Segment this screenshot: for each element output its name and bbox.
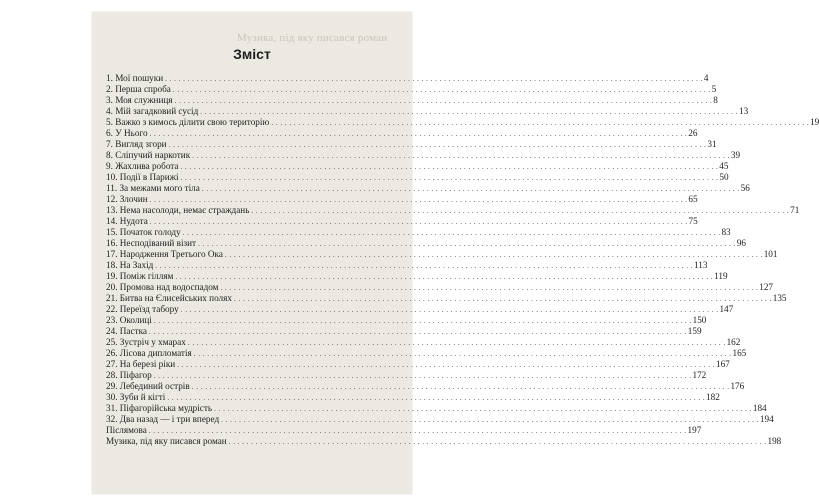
toc-entry-page: 167 <box>715 359 730 369</box>
toc-entry-title: 4. Мій загадковий сусід <box>106 106 199 116</box>
toc-entry-title: 23. Околиці <box>106 315 152 325</box>
toc-entry-page: 83 <box>721 227 731 237</box>
toc-entry-title: 29. Лебединий острів <box>106 381 190 391</box>
toc-entry <box>106 150 741 161</box>
dot-leader: . . . . . . . . . . . . . . . . . . . . . . . . . . . . . . . . . . . . . . . . . . . . . . . . . . . . . . . . . . . . . . . . . . . . . . . . . . . . . . . . . . . . . . . . . . . . . . . . . . . . . . . . . . . . . . . . . . . . . . . . <box>192 152 730 160</box>
toc-entry <box>106 370 707 381</box>
dot-leader: . . . . . . . . . . . . . . . . . . . . . . . . . . . . . . . . . . . . . . . . . . . . . . . . . . . . . . . . . . . . . . . . . . . . . . . . . . . . . . . . . . . . . . . . . . . . . . . . . . . . . . . . . . . . . . . . . . . . . . . . <box>180 163 719 171</box>
toc-entry-page: 198 <box>767 436 782 446</box>
dot-leader: . . . . . . . . . . . . . . . . . . . . . . . . . . . . . . . . . . . . . . . . . . . . . . . . . . . . . . . . . . . . . . . . . . . . . . . . . . . . . . . . . . . . . . . . . . . . . . . . . . . . . . . . . . . . . . . . . . . . . . . . <box>175 273 714 281</box>
toc-entry-page: 50 <box>719 172 729 182</box>
toc-entry-title: 14. Нудота <box>106 216 148 226</box>
toc-entry-page: 113 <box>694 260 708 270</box>
dot-leader: . . . . . . . . . . . . . . . . . . . . . . . . . . . . . . . . . . . . . . . . . . . . . . . . . . . . . . . . . . . . . . . . . . . . . . . . . . . . . . . . . . . . . . . . . . . . . . . . . . . . . . . . . . . . . . . . . . . . . . . . <box>201 185 740 193</box>
dot-leader: . . . . . . . . . . . . . . . . . . . . . . . . . . . . . . . . . . . . . . . . . . . . . . . . . . . . . . . . . . . . . . . . . . . . . . . . . . . . . . . . . . . . . . . . . . . . . . . . . . . . . . . . . . . . . . . . . . . . . . . . <box>149 196 688 204</box>
dot-leader: . . . . . . . . . . . . . . . . . . . . . . . . . . . . . . . . . . . . . . . . . . . . . . . . . . . . . . . . . . . . . . . . . . . . . . . . . . . . . . . . . . . . . . . . . . . . . . . . . . . . . . . . . . . . . . . . . . . . . . . . <box>153 317 692 325</box>
toc-entry-title: 16. Несподіваний візит <box>106 238 197 248</box>
toc-entry <box>106 271 728 282</box>
dot-leader: . . . . . . . . . . . . . . . . . . . . . . . . . . . . . . . . . . . . . . . . . . . . . . . . . . . . . . . . . . . . . . . . . . . . . . . . . . . . . . . . . . . . . . . . . . . . . . . . . . . . . . . . . . . . . . . . . . . . . . . . <box>155 262 694 270</box>
toc-entry <box>106 392 720 403</box>
toc-entry-page: 165 <box>732 348 747 358</box>
table-of-contents <box>106 73 819 447</box>
toc-entry-page: 135 <box>772 293 787 303</box>
toc-entry-title: 20. Промова над водоспадом <box>106 282 219 292</box>
toc-entry-title: 6. У Нього <box>106 128 148 138</box>
toc-entry-title: 9. Жахлива робота <box>106 161 179 171</box>
toc-entry <box>106 216 698 227</box>
dot-leader: . . . . . . . . . . . . . . . . . . . . . . . . . . . . . . . . . . . . . . . . . . . . . . . . . . . . . . . . . . . . . . . . . . . . . . . . . . . . . . . . . . . . . . . . . . . . . . . . . . . . . . . . . . . . . . . . . . . . . . . . <box>214 405 752 413</box>
toc-entry <box>106 194 698 205</box>
toc-entry <box>106 139 717 150</box>
toc-entry <box>106 227 731 238</box>
dot-leader: . . . . . . . . . . . . . . . . . . . . . . . . . . . . . . . . . . . . . . . . . . . . . . . . . . . . . . . . . . . . . . . . . . . . . . . . . . . . . . . . . . . . . . . . . . . . . . . . . . . . . . . . . . . . . . . . . . . . . . . . <box>148 427 687 435</box>
toc-entry-title: 17. Народження Третього Ока <box>106 249 223 259</box>
toc-entry <box>106 282 774 293</box>
dot-leader: . . . . . . . . . . . . . . . . . . . . . . . . . . . . . . . . . . . . . . . . . . . . . . . . . . . . . . . . . . . . . . . . . . . . . . . . . . . . . . . . . . . . . . . . . . . . . . . . . . . . . . . . . . . . . . . . . . . . . . . . <box>167 394 706 402</box>
toc-entry-page: 176 <box>730 381 745 391</box>
toc-entry-page: 31 <box>707 139 717 149</box>
toc-entry-title: 7. Вигляд згори <box>106 139 167 149</box>
dot-leader: . . . . . . . . . . . . . . . . . . . . . . . . . . . . . . . . . . . . . . . . . . . . . . . . . . . . . . . . . . . . . . . . . . . . . . . . . . . . . . . . . . . . . . . . . . . . . . . . . . . . . . . . . . . . . . . . . . . . . . . . <box>177 361 715 369</box>
toc-entry <box>106 436 782 447</box>
toc-entry-page: 19 <box>810 117 819 127</box>
toc-entry <box>106 381 745 392</box>
toc-entry-page: 71 <box>790 205 800 215</box>
toc-entry <box>106 106 749 117</box>
dot-leader: . . . . . . . . . . . . . . . . . . . . . . . . . . . . . . . . . . . . . . . . . . . . . . . . . . . . . . . . . . . . . . . . . . . . . . . . . . . . . . . . . . . . . . . . . . . . . . . . . . . . . . . . . . . . . . . . . . . . . . . . <box>233 295 772 303</box>
toc-entry <box>106 95 718 106</box>
dot-leader: . . . . . . . . . . . . . . . . . . . . . . . . . . . . . . . . . . . . . . . . . . . . . . . . . . . . . . . . . . . . . . . . . . . . . . . . . . . . . . . . . . . . . . . . . . . . . . . . . . . . . . . . . . . . . . . . . . . . . . . . <box>224 251 763 259</box>
toc-entry-title: Музика, під яку писався роман <box>106 436 227 446</box>
toc-entry-title: Післямова <box>106 425 147 435</box>
dot-leader: . . . . . . . . . . . . . . . . . . . . . . . . . . . . . . . . . . . . . . . . . . . . . . . . . . . . . . . . . . . . . . . . . . . . . . . . . . . . . . . . . . . . . . . . . . . . . . . . . . . . . . . . . . . . . . . . . . . . . . . . <box>191 383 730 391</box>
dot-leader: . . . . . . . . . . . . . . . . . . . . . . . . . . . . . . . . . . . . . . . . . . . . . . . . . . . . . . . . . . . . . . . . . . . . . . . . . . . . . . . . . . . . . . . . . . . . . . . . . . . . . . . . . . . . . . . . . . . . . . . . <box>153 372 692 380</box>
toc-entry <box>106 414 774 425</box>
toc-entry-title: 10. Події в Парижі <box>106 172 179 182</box>
dot-leader: . . . . . . . . . . . . . . . . . . . . . . . . . . . . . . . . . . . . . . . . . . . . . . . . . . . . . . . . . . . . . . . . . . . . . . . . . . . . . . . . . . . . . . . . . . . . . . . . . . . . . . . . . . . . . . . . . . . . . . . . <box>251 207 790 215</box>
toc-entry-page: 184 <box>752 403 767 413</box>
toc-entry <box>106 326 702 337</box>
toc-entry-title: 30. Зуби й кігті <box>106 392 166 402</box>
toc-entry <box>106 359 730 370</box>
toc-entry-title: 8. Сліпучий наркотик <box>106 150 191 160</box>
toc-entry <box>106 183 750 194</box>
dot-leader: . . . . . . . . . . . . . . . . . . . . . . . . . . . . . . . . . . . . . . . . . . . . . . . . . . . . . . . . . . . . . . . . . . . . . . . . . . . . . . . . . . . . . . . . . . . . . . . . . . . . . . . . . . . . . . . . . . . . . . . . <box>149 328 687 336</box>
dot-leader: . . . . . . . . . . . . . . . . . . . . . . . . . . . . . . . . . . . . . . . . . . . . . . . . . . . . . . . . . . . . . . . . . . . . . . . . . . . . . . . . . . . . . . . . . . . . . . . . . . . . . . . . . . . . . . . . . . . . . . . . <box>271 119 810 127</box>
toc-entry-title: 26. Лісова дипломатія <box>106 348 192 358</box>
toc-entry-title: 28. Піфагор <box>106 370 152 380</box>
dot-leader: . . . . . . . . . . . . . . . . . . . . . . . . . . . . . . . . . . . . . . . . . . . . . . . . . . . . . . . . . . . . . . . . . . . . . . . . . . . . . . . . . . . . . . . . . . . . . . . . . . . . . . . . . . . . . . . . . . . . . . . . <box>149 218 688 226</box>
toc-entry-title: 1. Мої пошуки <box>106 73 164 83</box>
book-page <box>92 12 819 494</box>
toc-entry-title: 25. Зустріч у хмарах <box>106 337 186 347</box>
toc-entry-page: 5 <box>711 84 717 94</box>
toc-entry-page: 96 <box>736 238 747 248</box>
toc-entry <box>106 304 734 315</box>
dot-leader: . . . . . . . . . . . . . . . . . . . . . . . . . . . . . . . . . . . . . . . . . . . . . . . . . . . . . . . . . . . . . . . . . . . . . . . . . . . . . . . . . . . . . . . . . . . . . . . . . . . . . . . . . . . . . . . . . . . . . . . . <box>149 130 688 138</box>
toc-entry <box>106 73 709 84</box>
toc-entry-page: 75 <box>688 216 698 226</box>
dot-leader: . . . . . . . . . . . . . . . . . . . . . . . . . . . . . . . . . . . . . . . . . . . . . . . . . . . . . . . . . . . . . . . . . . . . . . . . . . . . . . . . . . . . . . . . . . . . . . . . . . . . . . . . . . . . . . . . . . . . . . . . <box>168 141 707 149</box>
toc-entry <box>106 337 741 348</box>
toc-entry-title: 11. За межами мого тіла <box>106 183 200 193</box>
dot-leader: . . . . . . . . . . . . . . . . . . . . . . . . . . . . . . . . . . . . . . . . . . . . . . . . . . . . . . . . . . . . . . . . . . . . . . . . . . . . . . . . . . . . . . . . . . . . . . . . . . . . . . . . . . . . . . . . . . . . . . . . <box>220 284 759 292</box>
toc-entry-page: 147 <box>719 304 734 314</box>
toc-entry-page: 159 <box>687 326 702 336</box>
toc-entry <box>106 260 708 271</box>
toc-entry-page: 26 <box>688 128 698 138</box>
toc-entry <box>106 172 729 183</box>
toc-entry-title: 27. На березі ріки <box>106 359 176 369</box>
toc-entry-page: 194 <box>759 414 774 424</box>
toc-entry-title: 2. Перша спроба <box>106 84 171 94</box>
dot-leader: . . . . . . . . . . . . . . . . . . . . . . . . . . . . . . . . . . . . . . . . . . . . . . . . . . . . . . . . . . . . . . . . . . . . . . . . . . . . . . . . . . . . . . . . . . . . . . . . . . . . . . . . . . . . . . . . . . . . . . . . <box>182 229 721 237</box>
toc-entry-title: 12. Злочин <box>106 194 148 204</box>
toc-entry <box>106 205 800 216</box>
toc-entry-title: 22. Переїзд табору <box>106 304 179 314</box>
dot-leader: . . . . . . . . . . . . . . . . . . . . . . . . . . . . . . . . . . . . . . . . . . . . . . . . . . . . . . . . . . . . . . . . . . . . . . . . . . . . . . . . . . . . . . . . . . . . . . . . . . . . . . . . . . . . . . . . . . . . . . . . <box>228 438 767 446</box>
toc-entry-page: 8 <box>713 95 718 105</box>
toc-entry <box>106 315 707 326</box>
toc-entry-page: 150 <box>692 315 707 325</box>
dot-leader: . . . . . . . . . . . . . . . . . . . . . . . . . . . . . . . . . . . . . . . . . . . . . . . . . . . . . . . . . . . . . . . . . . . . . . . . . . . . . . . . . . . . . . . . . . . . . . . . . . . . . . . . . . . . . . . . . . . . . . . . <box>174 97 713 105</box>
toc-entry-page: 162 <box>726 337 741 347</box>
toc-entry-page: 172 <box>692 370 707 380</box>
toc-entry <box>106 84 717 95</box>
toc-entry-title: 24. Пастка <box>106 326 147 336</box>
dot-leader: . . . . . . . . . . . . . . . . . . . . . . . . . . . . . . . . . . . . . . . . . . . . . . . . . . . . . . . . . . . . . . . . . . . . . . . . . . . . . . . . . . . . . . . . . . . . . . . . . . . . . . . . . . . . . . . . . . . . . . . . <box>221 416 759 424</box>
toc-entry-title: 3. Моя служниця <box>106 95 173 105</box>
toc-entry-page: 45 <box>719 161 729 171</box>
toc-entry-title: 21. Битва на Єлисейських полях <box>106 293 232 303</box>
toc-entry-page: 56 <box>740 183 750 193</box>
toc-entry-title: 15. Початок голоду <box>106 227 181 237</box>
dot-leader: . . . . . . . . . . . . . . . . . . . . . . . . . . . . . . . . . . . . . . . . . . . . . . . . . . . . . . . . . . . . . . . . . . . . . . . . . . . . . . . . . . . . . . . . . . . . . . . . . . . . . . . . . . . . . . . . . . . . . . . . <box>187 339 726 347</box>
contents-heading: Зміст <box>233 46 271 62</box>
toc-entry-page: 182 <box>706 392 720 402</box>
dot-leader: . . . . . . . . . . . . . . . . . . . . . . . . . . . . . . . . . . . . . . . . . . . . . . . . . . . . . . . . . . . . . . . . . . . . . . . . . . . . . . . . . . . . . . . . . . . . . . . . . . . . . . . . . . . . . . . . . . . . . . . . <box>193 350 732 358</box>
toc-entry <box>106 425 702 436</box>
dot-leader: . . . . . . . . . . . . . . . . . . . . . . . . . . . . . . . . . . . . . . . . . . . . . . . . . . . . . . . . . . . . . . . . . . . . . . . . . . . . . . . . . . . . . . . . . . . . . . . . . . . . . . . . . . . . . . . . . . . . . . . . <box>172 86 711 94</box>
toc-entry-page: 4 <box>703 73 709 83</box>
toc-entry-title: 5. Важко з кимось ділити свою територію <box>106 117 270 127</box>
dot-leader: . . . . . . . . . . . . . . . . . . . . . . . . . . . . . . . . . . . . . . . . . . . . . . . . . . . . . . . . . . . . . . . . . . . . . . . . . . . . . . . . . . . . . . . . . . . . . . . . . . . . . . . . . . . . . . . . . . . . . . . . <box>180 174 719 182</box>
dot-leader: . . . . . . . . . . . . . . . . . . . . . . . . . . . . . . . . . . . . . . . . . . . . . . . . . . . . . . . . . . . . . . . . . . . . . . . . . . . . . . . . . . . . . . . . . . . . . . . . . . . . . . . . . . . . . . . . . . . . . . . . <box>180 306 719 314</box>
toc-entry-title: 19. Поміж гіллям <box>106 271 174 281</box>
toc-entry-page: 13 <box>739 106 749 116</box>
toc-entry <box>106 161 729 172</box>
dot-leader: . . . . . . . . . . . . . . . . . . . . . . . . . . . . . . . . . . . . . . . . . . . . . . . . . . . . . . . . . . . . . . . . . . . . . . . . . . . . . . . . . . . . . . . . . . . . . . . . . . . . . . . . . . . . . . . . . . . . . . . . <box>200 108 739 116</box>
toc-entry-title: 32. Два назад — і три вперед <box>106 414 220 424</box>
dot-leader: . . . . . . . . . . . . . . . . . . . . . . . . . . . . . . . . . . . . . . . . . . . . . . . . . . . . . . . . . . . . . . . . . . . . . . . . . . . . . . . . . . . . . . . . . . . . . . . . . . . . . . . . . . . . . . . . . . . . . . . . <box>165 75 703 83</box>
toc-entry-title: 31. Піфагорійська мудрість <box>106 403 213 413</box>
toc-entry <box>106 293 787 304</box>
toc-entry-page: 197 <box>687 425 702 435</box>
toc-entry-title: 18. На Захід <box>106 260 154 270</box>
toc-entry-page: 127 <box>759 282 774 292</box>
toc-entry-page: 119 <box>714 271 728 281</box>
toc-entry-page: 101 <box>763 249 778 259</box>
dot-leader: . . . . . . . . . . . . . . . . . . . . . . . . . . . . . . . . . . . . . . . . . . . . . . . . . . . . . . . . . . . . . . . . . . . . . . . . . . . . . . . . . . . . . . . . . . . . . . . . . . . . . . . . . . . . . . . . . . . . . . . . <box>198 240 736 248</box>
toc-entry <box>106 128 698 139</box>
toc-entry-page: 39 <box>730 150 741 160</box>
bleed-through-text: Музика, під яку писався роман <box>237 32 388 44</box>
toc-entry <box>106 117 819 128</box>
toc-entry <box>106 249 778 260</box>
toc-entry <box>106 403 767 414</box>
toc-entry-title: 13. Нема насолоди, немає страждань <box>106 205 250 215</box>
toc-entry <box>106 348 747 359</box>
toc-entry-page: 65 <box>688 194 698 204</box>
toc-entry <box>106 238 747 249</box>
